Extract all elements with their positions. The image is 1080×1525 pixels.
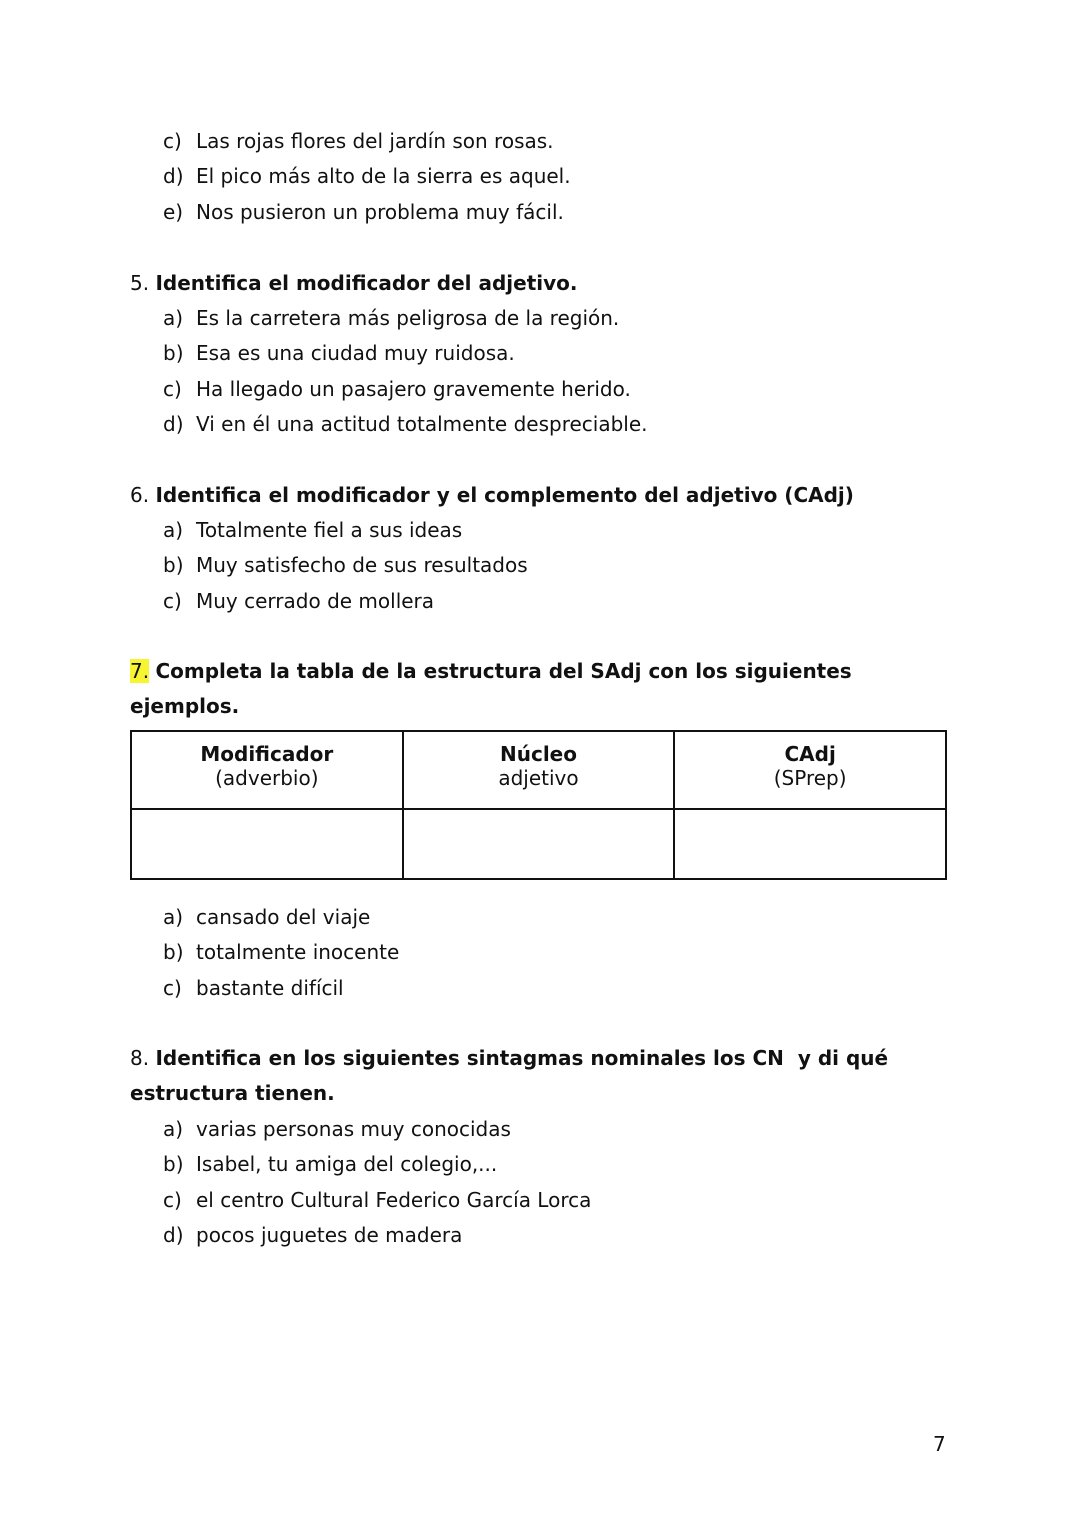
continuation-list <box>163 124 571 230</box>
question-5-list <box>163 301 648 443</box>
highlight-mark: 7. <box>130 659 150 683</box>
question-7-heading: 7. Completa la tabla de la estructura del SAdj con los siguientes <box>130 659 852 683</box>
question-8-heading-cont: estructura tienen. <box>130 1081 335 1105</box>
list-item: a) Es la carretera más peligrosa de la región. <box>163 306 620 330</box>
list-item: d) Vi en él una actitud totalmente despreciable. <box>163 412 648 437</box>
question-8-heading: 8. Identifica en los siguientes sintagmas nominales los CN y di qué <box>130 1046 889 1070</box>
question-5-heading: 5. Identifica el modificador del adjetivo. <box>130 271 578 295</box>
list-item: b) Muy satisfecho de sus resultados <box>163 553 528 578</box>
page-number: 7 <box>933 1432 946 1456</box>
list-item: e) Nos pusieron un problema muy fácil. <box>163 199 564 224</box>
list-item: d) pocos juguetes de madera <box>163 1223 463 1248</box>
question-8-list <box>163 1112 591 1254</box>
header-modificador: Modificador (adverbio) <box>131 731 403 809</box>
list-item: a) cansado del viaje <box>163 905 371 929</box>
answer-cell-nucleo[interactable] <box>403 809 675 879</box>
list-item: b) Esa es una ciudad muy ruidosa. <box>163 341 515 366</box>
question-6-heading: 6. Identifica el modificador y el complemento del adjetivo (CAdj) <box>130 483 854 507</box>
table-header-row <box>131 731 946 809</box>
list-item: d) El pico más alto de la sierra es aquel. <box>163 164 571 189</box>
list-item: c) Las rojas flores del jardín son rosas. <box>163 129 554 153</box>
header-nucleo: Núcleo adjetivo <box>403 731 675 809</box>
list-item: a) varias personas muy conocidas <box>163 1117 511 1141</box>
sadj-structure-table <box>130 730 947 880</box>
table-row <box>131 809 946 879</box>
list-item: b) totalmente inocente <box>163 940 400 965</box>
list-item: c) Muy cerrado de mollera <box>163 588 435 613</box>
answer-cell-modificador[interactable] <box>131 809 403 879</box>
answer-cell-cadj[interactable] <box>674 809 946 879</box>
list-item: c) el centro Cultural Federico García Lorca <box>163 1187 592 1212</box>
question-7-heading-cont: ejemplos. <box>130 694 240 718</box>
list-item: b) Isabel, tu amiga del colegio,... <box>163 1152 498 1177</box>
header-cadj: CAdj (SPrep) <box>674 731 946 809</box>
question-7-list <box>163 900 399 1006</box>
list-item: c) Ha llegado un pasajero gravemente herido. <box>163 376 631 401</box>
list-item: a) Totalmente fiel a sus ideas <box>163 518 463 542</box>
list-item: c) bastante difícil <box>163 975 344 1000</box>
question-6-list <box>163 513 528 619</box>
